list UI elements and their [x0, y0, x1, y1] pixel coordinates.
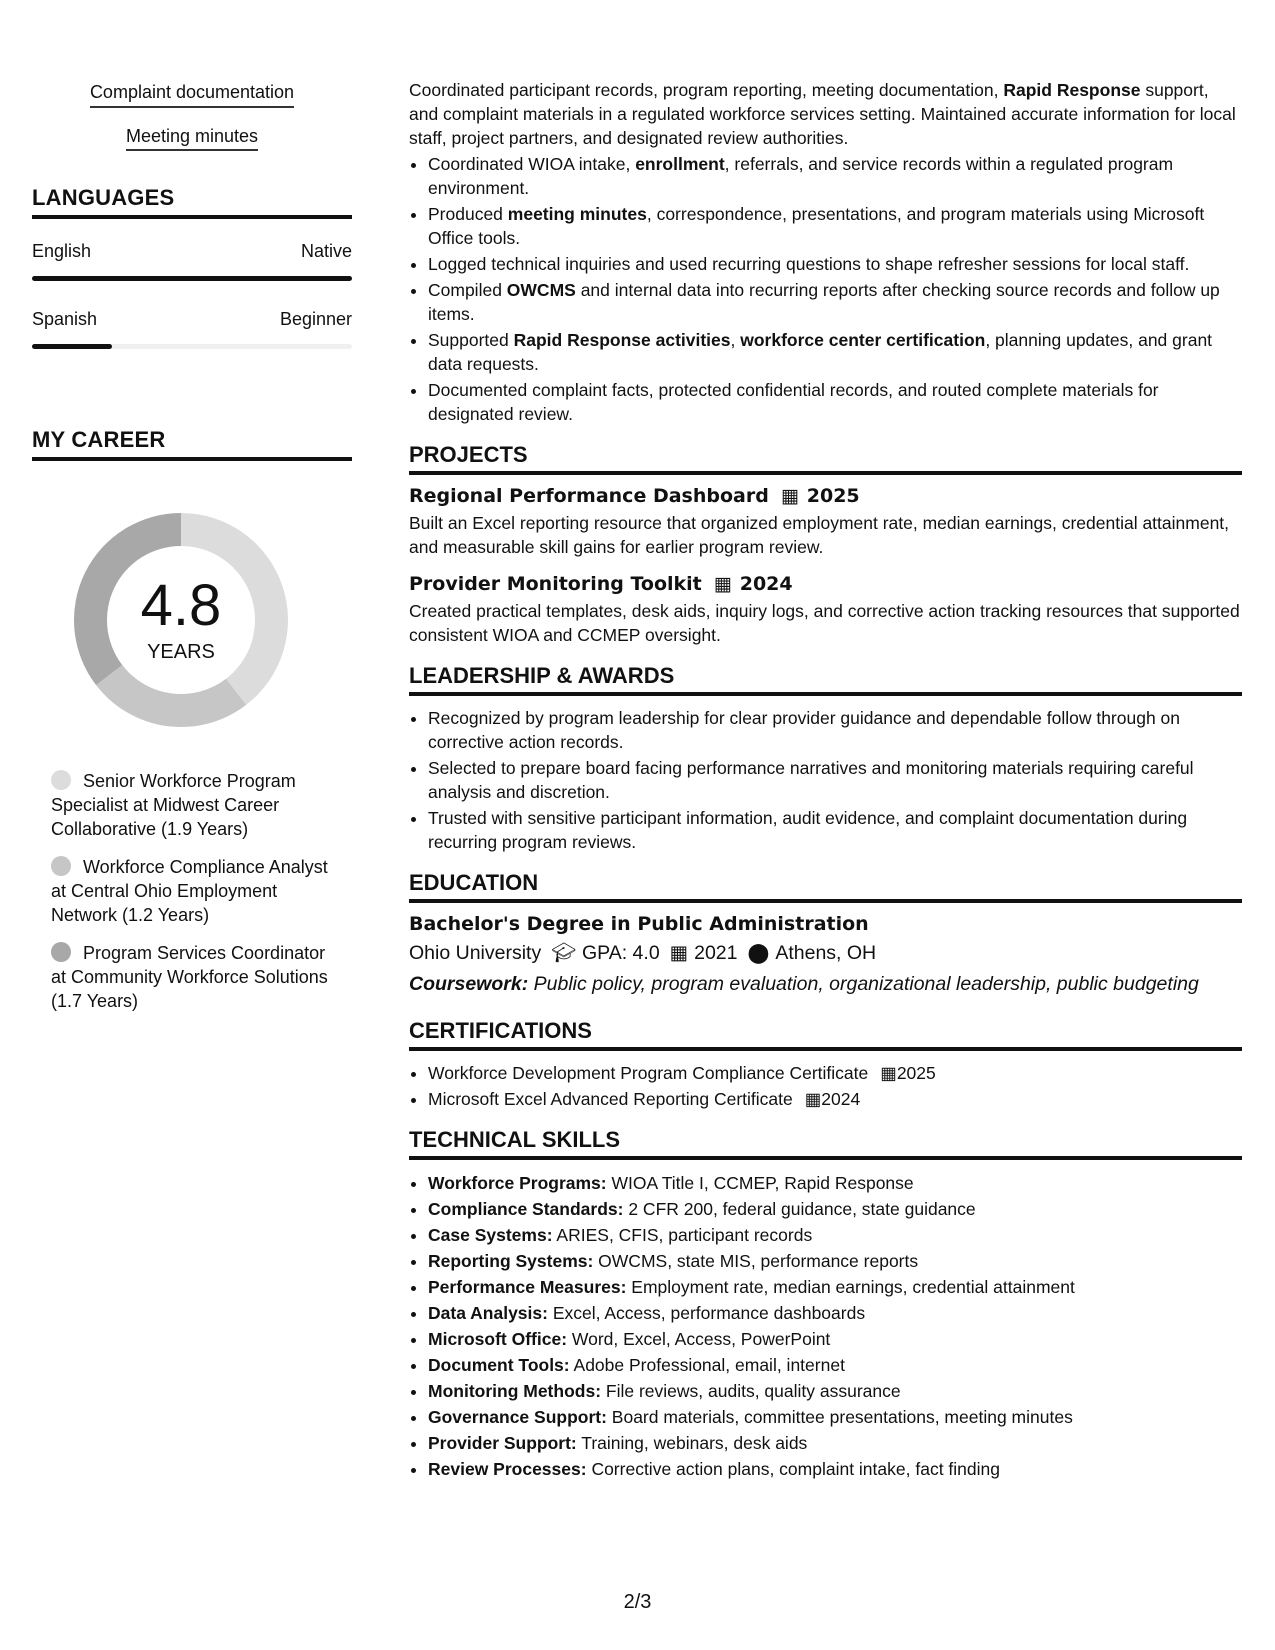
language-name: Spanish	[32, 309, 98, 330]
skills-heading: TECHNICAL SKILLS	[409, 1127, 1242, 1160]
text: , correspondence, presentations, and program materials using Microsoft Office tools.	[428, 204, 1205, 248]
calendar-icon: ▦	[669, 942, 689, 964]
leadership-list	[409, 706, 1242, 854]
skill-tag: Meeting minutes	[126, 126, 258, 152]
skill-label: Performance Measures:	[428, 1277, 627, 1297]
skill-item	[428, 1404, 1242, 1430]
language-proficiency-fill	[32, 344, 112, 349]
career-legend-item	[51, 769, 341, 841]
certification-name: Microsoft Excel Advanced Reporting Certificate	[428, 1089, 793, 1109]
legend-dot-icon	[51, 770, 71, 790]
career-total-unit: YEARS	[147, 640, 215, 663]
skill-value: File reviews, audits, quality assurance	[601, 1381, 901, 1401]
skill-label: Compliance Standards:	[428, 1199, 624, 1219]
skill-item	[428, 1456, 1242, 1482]
certifications-list	[409, 1061, 1242, 1111]
bold-text: OWCMS	[506, 280, 576, 300]
project-description: Created practical templates, desk aids, inquiry logs, and corrective action tracking resources that supported consistent WIOA and CCMEP oversight.	[409, 601, 1240, 645]
leadership-item: • Selected to prepare board facing performance narratives and monitoring materials requiring careful analysis and discretion.	[428, 756, 1242, 804]
coursework-text: Public policy, program evaluation, organizational leadership, public budgeting	[528, 973, 1199, 995]
skill-label: Data Analysis:	[428, 1303, 548, 1323]
language-level: Beginner	[279, 309, 352, 330]
skill-label: Provider Support:	[428, 1433, 577, 1453]
skill-item	[428, 1430, 1242, 1456]
experience-bullets	[409, 152, 1242, 426]
right-column	[409, 78, 1242, 1482]
leadership-heading: LEADERSHIP & AWARDS	[409, 663, 1242, 696]
certification-year: 2025	[896, 1063, 936, 1083]
skill-item	[428, 1300, 1242, 1326]
skill-value: Employment rate, median earnings, credential attainment	[626, 1277, 1075, 1297]
text: Documented complaint facts, protected confidential records, and routed complete materials for designated review.	[428, 380, 1159, 424]
project-name: Regional Performance Dashboard	[409, 485, 769, 507]
text: Logged technical inquiries and used recurring questions to shape refresher sessions for local staff.	[428, 254, 1190, 274]
experience-bullet	[428, 278, 1242, 326]
skill-label: Microsoft Office:	[428, 1329, 568, 1349]
calendar-icon: ▦	[804, 1089, 822, 1109]
language-name: English	[32, 241, 92, 262]
left-column	[32, 82, 352, 1027]
career-legend-item	[51, 855, 341, 927]
certification-item	[428, 1061, 1242, 1085]
text: Compiled	[428, 280, 507, 300]
experience-bullet	[428, 328, 1242, 376]
calendar-icon: ▦	[713, 573, 732, 595]
bold-text: meeting minutes	[507, 204, 647, 224]
skill-label: Review Processes:	[428, 1459, 587, 1479]
school-name: Ohio University	[409, 942, 542, 964]
certifications-heading: CERTIFICATIONS	[409, 1018, 1242, 1051]
graduation-year: 2021	[694, 942, 738, 964]
text: Supported	[428, 330, 514, 350]
skill-value: Adobe Professional, email, internet	[569, 1355, 845, 1375]
location-pin-icon: ⬤	[747, 942, 770, 964]
legend-dot-icon	[51, 942, 71, 962]
degree-title: Bachelor's Degree in Public Administration	[409, 913, 869, 935]
education-heading: EDUCATION	[409, 870, 1242, 903]
skill-item	[428, 1170, 1242, 1196]
skill-label: Workforce Programs:	[428, 1173, 607, 1193]
skill-item	[428, 1352, 1242, 1378]
certification-year: 2024	[821, 1089, 861, 1109]
language-english	[32, 241, 352, 281]
education-meta	[409, 941, 1242, 965]
project-name: Provider Monitoring Toolkit	[409, 573, 702, 595]
skill-label: Reporting Systems:	[428, 1251, 594, 1271]
skill-label: Case Systems:	[428, 1225, 553, 1245]
certification-item	[428, 1087, 1242, 1111]
calendar-icon: ▦	[880, 1063, 897, 1083]
text: , referrals, and service records within a regulated program environment.	[428, 154, 1174, 198]
skill-item	[428, 1378, 1242, 1404]
language-spanish	[32, 309, 352, 349]
coursework-label: Coursework:	[409, 973, 529, 995]
skill-value: Board materials, committee presentations, meeting minutes	[606, 1407, 1073, 1427]
graduation-cap-icon: 🎓︎	[551, 942, 576, 964]
bold-text: Rapid Response	[1003, 80, 1141, 100]
projects-heading: PROJECTS	[409, 442, 1242, 475]
gpa: GPA: 4.0	[581, 942, 660, 964]
skill-item	[428, 1196, 1242, 1222]
language-proficiency-bar	[32, 344, 352, 349]
language-proficiency-fill	[32, 276, 352, 281]
skill-label: Governance Support:	[428, 1407, 607, 1427]
career-legend	[51, 769, 341, 1013]
text: ,	[730, 330, 741, 350]
text: Coordinated WIOA intake,	[428, 154, 636, 174]
leadership-item: • Recognized by program leadership for clear provider guidance and dependable follow through on corrective action records.	[428, 706, 1242, 754]
skill-value: ARIES, CFIS, participant records	[552, 1225, 813, 1245]
experience-bullet	[428, 252, 1242, 276]
bold-text: workforce center certification	[740, 330, 986, 350]
experience-bullet	[428, 202, 1242, 250]
skill-item	[428, 1222, 1242, 1248]
project-year: 2024	[739, 573, 793, 595]
text: support, and complaint materials in a regulated workforce services setting. Maintained accurate information for local staff, project partners, and designated review authorities.	[409, 80, 1236, 148]
skill-value: Word, Excel, Access, PowerPoint	[567, 1329, 831, 1349]
project-description: Built an Excel reporting resource that organized employment rate, median earnings, credential attainment, and measurable skill gains for earlier program review.	[409, 513, 1230, 557]
skill-value: Training, webinars, desk aids	[576, 1433, 808, 1453]
project-title	[409, 485, 1242, 507]
skill-label: Document Tools:	[428, 1355, 570, 1375]
skill-value: Excel, Access, performance dashboards	[547, 1303, 866, 1323]
certification-name: Workforce Development Program Compliance Certificate	[428, 1063, 869, 1083]
project-year: 2025	[806, 485, 860, 507]
skills-list	[409, 1170, 1242, 1482]
calendar-icon: ▦	[780, 485, 799, 507]
skill-value: 2 CFR 200, federal guidance, state guidance	[623, 1199, 976, 1219]
project-title	[409, 573, 1242, 595]
language-proficiency-bar	[32, 276, 352, 281]
skill-tag: Complaint documentation	[90, 82, 294, 108]
text: and internal data into recurring reports after checking source records and follow up items.	[428, 280, 1220, 324]
skill-tags	[32, 82, 352, 151]
coursework	[409, 973, 1242, 996]
experience-bullet	[428, 378, 1242, 426]
career-heading: MY CAREER	[32, 427, 352, 461]
skill-item	[428, 1274, 1242, 1300]
skill-value: OWCMS, state MIS, performance reports	[593, 1251, 919, 1271]
career-total-years: 4.8	[140, 572, 222, 638]
career-legend-text: Workforce Compliance Analyst at Central Ohio Employment Network (1.2 Years)	[51, 857, 328, 926]
leadership-item: • Trusted with sensitive participant information, audit evidence, and complaint documentation during recurring program reviews.	[428, 806, 1242, 854]
page-number: 2/3	[623, 1591, 652, 1613]
skill-value: WIOA Title I, CCMEP, Rapid Response	[606, 1173, 914, 1193]
text: , planning updates, and grant data requests.	[428, 330, 1213, 374]
bold-text: Rapid Response activities	[513, 330, 731, 350]
legend-dot-icon	[51, 856, 71, 876]
career-legend-item	[51, 941, 341, 1013]
skill-item	[428, 1326, 1242, 1352]
experience-summary	[409, 78, 1242, 150]
skill-item	[428, 1248, 1242, 1274]
experience-bullet	[428, 152, 1242, 200]
skill-value: Corrective action plans, complaint intake, fact finding	[586, 1459, 1000, 1479]
career-donut-chart	[66, 505, 296, 735]
location: Athens, OH	[775, 942, 877, 964]
text: Coordinated participant records, program reporting, meeting documentation,	[409, 80, 1004, 100]
languages-heading: LANGUAGES	[32, 185, 352, 219]
text: Produced	[428, 204, 508, 224]
career-legend-text: Program Services Coordinator at Community Workforce Solutions (1.7 Years)	[51, 943, 328, 1012]
career-legend-text: Senior Workforce Program Specialist at Midwest Career Collaborative (1.9 Years)	[51, 771, 296, 840]
skill-label: Monitoring Methods:	[428, 1381, 602, 1401]
bold-text: enrollment	[635, 154, 725, 174]
language-level: Native	[300, 241, 352, 262]
